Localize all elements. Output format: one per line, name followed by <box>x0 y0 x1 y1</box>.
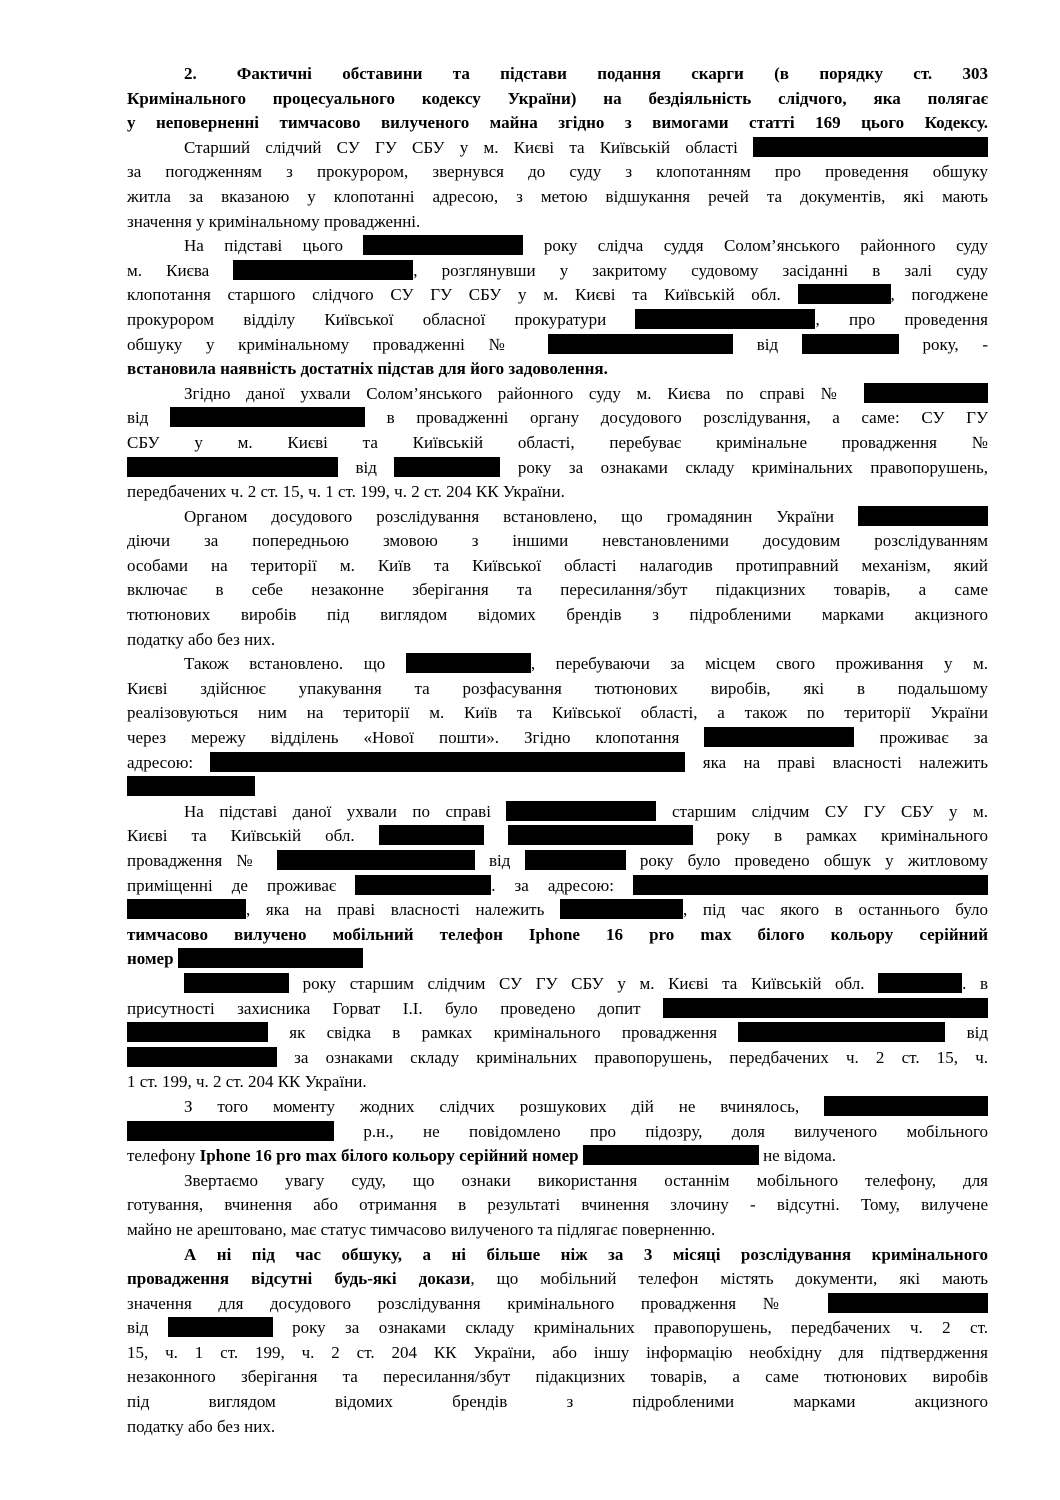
text-segment: податку або без них. <box>127 629 276 649</box>
redaction-bar <box>506 801 656 821</box>
text-line <box>127 775 988 800</box>
text-line <box>127 1218 988 1243</box>
redaction-bar <box>127 457 338 477</box>
text-segment: З того моменту жодних слідчих розшукових дій не вчинялось, <box>184 1096 824 1116</box>
text-segment: не відома. <box>758 1146 836 1166</box>
redaction-bar <box>738 1022 945 1042</box>
text-segment: На підставі цього <box>184 236 364 256</box>
text-line <box>127 751 988 776</box>
text-segment: 1 ст. 199, ч. 2 ст. 204 КК України. <box>127 1072 367 1092</box>
text-line <box>127 1021 988 1046</box>
redaction-bar <box>170 407 365 427</box>
redaction-bar <box>704 727 854 747</box>
text-segment: проживає за <box>854 728 988 748</box>
text-segment: Києві та Київській обл. <box>127 826 379 846</box>
redaction-bar <box>210 752 685 772</box>
text-segment: року, - <box>898 334 988 354</box>
text-segment: року за ознаками складу кримінальних правопорушень, <box>500 457 989 477</box>
text-segment: приміщенні де проживає <box>127 875 356 895</box>
text-segment: Старший слідчий СУ ГУ СБУ у м. Києві та Київській області <box>184 137 753 157</box>
text-segment: СБУ у м. Києві та Київській області, перебуває кримінальне провадження № <box>127 432 988 452</box>
text-segment: , яка на праві власності належить <box>246 900 561 920</box>
redaction-bar <box>798 284 891 304</box>
text-segment: незаконного зберігання та пересилання/збут підакцизних товарів, а саме тютюнових виробів <box>127 1367 988 1387</box>
text-line <box>127 1243 988 1268</box>
text-line <box>127 259 988 284</box>
redaction-bar <box>663 998 988 1018</box>
text-segment: , розглянувши у закритому судовому засіданні в залі суду <box>413 260 988 280</box>
bold-text-segment: 2. <box>184 64 197 83</box>
text-segment: Києві здійснює упакування та розфасування тютюнових виробів, які в подальшому <box>127 678 988 698</box>
text-line <box>127 800 988 825</box>
text-segment: яка на праві власності належить <box>685 752 988 772</box>
text-line <box>127 874 988 899</box>
text-line <box>127 578 988 603</box>
redaction-bar <box>178 948 363 968</box>
text-line <box>127 456 988 481</box>
text-line <box>127 87 988 112</box>
text-segment: року старшим слідчим СУ ГУ СБУ у м. Києві та Київській обл. <box>289 973 879 993</box>
text-line <box>127 505 988 530</box>
text-line <box>127 480 988 505</box>
text-line <box>127 677 988 702</box>
bold-text-segment: встановила наявність достатніх підстав для його задоволення. <box>127 359 608 379</box>
text-segment: значення для досудового розслідування кримінального провадження № <box>127 1293 828 1313</box>
para-court-ruling <box>127 234 988 382</box>
text-segment: , під час якого в останнього було <box>683 900 988 920</box>
text-segment: старшим слідчим СУ ГУ СБУ у м. <box>656 801 989 821</box>
redaction-bar <box>379 825 484 845</box>
text-line <box>127 1292 988 1317</box>
text-line <box>127 357 988 382</box>
text-line <box>127 308 988 333</box>
redaction-bar <box>277 850 475 870</box>
text-segment: Також встановлено. що <box>184 654 406 674</box>
text-segment: особами на території м. Київ та Київської області налагодив протиправний механізм, який <box>127 555 988 575</box>
text-line <box>127 431 988 456</box>
text-segment: прокурором відділу Київської обласної прокуратури <box>127 309 636 329</box>
text-segment: діючи за попередньою змовою з іншими невстановленими досудовим розслідуванням <box>127 531 988 551</box>
text-segment: за ознаками складу кримінальних правопорушень, передбачених ч. 2 ст. 15, ч. <box>277 1047 988 1067</box>
text-line <box>127 947 988 972</box>
redaction-bar <box>355 875 491 895</box>
text-segment: Органом досудового розслідування встановлено, що громадянин України <box>184 506 858 526</box>
text-segment: передбачених ч. 2 ст. 15, ч. 1 ст. 199, ч. 2 ст. 204 КК України. <box>127 482 565 502</box>
text-segment: від <box>127 408 171 428</box>
para-investigator-motion <box>127 136 988 234</box>
text-line <box>127 111 988 136</box>
bold-text-segment: Iphone 16 pro max білого кольору серійний номер <box>199 1146 583 1166</box>
text-line <box>127 554 988 579</box>
text-line <box>127 1390 988 1415</box>
text-line <box>127 333 988 358</box>
section-heading <box>127 62 988 136</box>
redaction-bar <box>753 137 988 157</box>
redaction-bar <box>394 457 500 477</box>
redaction-bar <box>508 825 693 845</box>
text-line <box>127 234 988 259</box>
text-segment: року слідча суддя Солом’янського районного суду <box>523 236 988 256</box>
text-line <box>127 283 988 308</box>
text-segment: провадження № <box>127 851 277 870</box>
text-segment: реалізовуються ним на території м. Київ та Київської області, а також по території України <box>127 703 988 723</box>
redaction-bar <box>824 1096 988 1116</box>
para-pretrial-findings <box>127 505 988 653</box>
text-segment: , погоджене <box>890 285 988 305</box>
para-no-evidence <box>127 1243 988 1440</box>
redaction-bar <box>878 973 962 993</box>
text-segment: від <box>733 334 802 354</box>
text-line <box>127 1095 988 1120</box>
redaction-bar <box>560 899 683 919</box>
text-line <box>127 1120 988 1145</box>
text-segment: , що мобільний телефон містять документи, які мають <box>470 1269 988 1289</box>
heading-number-gap <box>197 78 237 79</box>
text-line <box>127 972 988 997</box>
text-segment: готування, вчинення або отримання в результаті вчинення злочину - відсутні. Тому, вилучене <box>127 1195 988 1215</box>
text-segment: включає в себе незаконне зберігання та пересилання/збут підакцизних товарів, а саме <box>127 580 988 600</box>
redaction-bar <box>184 973 289 993</box>
text-segment: Згідно даної ухвали Солом’янського районного суду м. Києва по справі № <box>184 383 864 403</box>
text-line <box>127 652 988 677</box>
text-line <box>127 701 988 726</box>
para-witness-interrogation <box>127 972 988 1095</box>
text-line <box>127 849 988 874</box>
text-segment: через мережу відділень «Нової пошти». Згідно клопотання <box>127 728 705 748</box>
text-line <box>127 628 988 653</box>
text-segment: обшуку у кримінальному провадженні № <box>127 334 548 354</box>
text-segment: Звертаємо увагу суду, що ознаки використання останнім мобільного телефону, для <box>184 1170 988 1190</box>
para-no-actions-since <box>127 1095 988 1169</box>
text-segment: від <box>945 1023 989 1043</box>
text-line <box>127 603 988 628</box>
text-line <box>127 210 988 235</box>
text-line <box>127 898 988 923</box>
text-line <box>127 1316 988 1341</box>
bold-text-segment: номер <box>127 949 178 969</box>
text-line <box>127 1070 988 1095</box>
para-also-established <box>127 652 988 800</box>
text-segment: за погодженням з прокурором, звернувся до суду з клопотанням про проведення обшуку <box>127 162 988 182</box>
bold-text-segment: Кримінального процесуального кодексу України) на бездіяльність слідчого, яка полягає <box>127 88 988 108</box>
text-line <box>127 1169 988 1194</box>
redaction-bar <box>635 309 815 329</box>
redaction-bar <box>858 506 988 526</box>
text-segment: тютюнових виробів під виглядом відомих брендів з підробленими марками акцизного <box>127 605 988 625</box>
text-line <box>127 382 988 407</box>
text-segment: в провадженні органу досудового розслідування, а саме: СУ ГУ <box>365 408 988 428</box>
text-line <box>127 1415 988 1440</box>
text-segment: адресою: <box>127 752 211 772</box>
redaction-bar <box>548 334 733 354</box>
redaction-bar <box>127 1047 277 1067</box>
text-line <box>127 1193 988 1218</box>
text-segment: року в рамках кримінального <box>692 826 988 846</box>
redaction-bar <box>233 260 413 280</box>
text-segment: . за адресою: <box>491 875 633 895</box>
text-line <box>127 726 988 751</box>
text-segment: телефону <box>127 1146 200 1166</box>
text-segment: від <box>474 851 525 870</box>
text-line <box>127 62 988 87</box>
text-segment: клопотання старшого слідчого СУ ГУ СБУ у м. Києві та Київській обл. <box>127 285 798 305</box>
bold-text-segment: провадження відсутні будь-які докази <box>127 1269 471 1289</box>
text-segment: На підставі даної ухвали по справі <box>184 801 507 821</box>
text-line <box>127 185 988 210</box>
text-line <box>127 529 988 554</box>
text-segment: року за ознаками складу кримінальних правопорушень, передбачених ч. 2 ст. <box>272 1318 988 1338</box>
bold-text-segment: Фактичні обставини та підстави подання скарги (в порядку ст. 303 <box>236 64 988 83</box>
text-line <box>127 1267 988 1292</box>
para-case-details <box>127 382 988 505</box>
text-segment: як свідка в рамках кримінального провадження <box>268 1023 739 1043</box>
redaction-bar <box>127 899 246 919</box>
text-segment: р.н., не повідомлено про підозру, доля вилученого мобільного <box>334 1121 988 1141</box>
text-segment: 15, ч. 1 ст. 199, ч. 2 ст. 204 КК України, або іншу інформацію необхідну для підтвердження <box>127 1342 988 1362</box>
text-segment: майно не арештовано, має статус тимчасово вилученого та підлягає поверненню. <box>127 1219 716 1239</box>
text-line <box>127 160 988 185</box>
text-segment: м. Києва <box>127 260 234 280</box>
text-segment: житла за вказаною у клопотанні адресою, з метою відшукання речей та документів, які мають <box>127 186 988 206</box>
text-line <box>127 1144 988 1169</box>
redaction-bar <box>583 1145 759 1165</box>
text-segment: податку або без них. <box>127 1416 276 1436</box>
bold-text-segment: А ні під час обшуку, а ні більше ніж за 3 місяці розслідування кримінального <box>184 1244 988 1264</box>
redaction-bar <box>127 1121 334 1141</box>
para-attention-of-court <box>127 1169 988 1243</box>
text-segment: року було проведено обшук у житловому <box>625 851 988 870</box>
redaction-bar <box>406 653 531 673</box>
document-text-block <box>127 62 988 1439</box>
redaction-bar <box>864 383 988 403</box>
text-line <box>127 923 988 948</box>
text-line <box>127 1341 988 1366</box>
text-segment: , перебуваючи за місцем свого проживання у м. <box>530 654 989 674</box>
text-line <box>127 136 988 161</box>
text-line <box>127 1365 988 1390</box>
redaction-bar <box>802 334 899 354</box>
text-segment: присутності захисника Горват І.І. було проведено допит <box>127 998 663 1018</box>
text-line <box>127 997 988 1022</box>
redaction-bar <box>363 235 523 255</box>
redaction-bar <box>633 875 988 895</box>
text-segment: , про проведення <box>815 309 988 329</box>
text-segment <box>484 826 508 845</box>
bold-text-segment: тимчасово вилучено мобільний телефон Iphone 16 pro max білого кольору серійний <box>127 924 988 944</box>
text-segment: від <box>127 1318 168 1338</box>
redaction-bar <box>127 1022 268 1042</box>
text-line <box>127 406 988 431</box>
redaction-bar <box>525 850 626 870</box>
text-line <box>127 824 988 849</box>
text-segment: під виглядом відомих брендів з підробленими марками акцизного <box>127 1392 988 1412</box>
redaction-bar <box>828 1293 988 1313</box>
text-segment: . в <box>962 973 988 993</box>
text-segment: значення у кримінальному провадженні. <box>127 211 421 231</box>
para-search-and-seizure <box>127 800 988 972</box>
text-line <box>127 1046 988 1071</box>
redaction-bar <box>168 1317 273 1337</box>
redaction-bar <box>127 776 255 796</box>
bold-text-segment: у неповерненні тимчасово вилученого майна згідно з вимогами статті 169 цього Кодексу. <box>127 113 988 133</box>
text-segment: від <box>338 457 395 477</box>
